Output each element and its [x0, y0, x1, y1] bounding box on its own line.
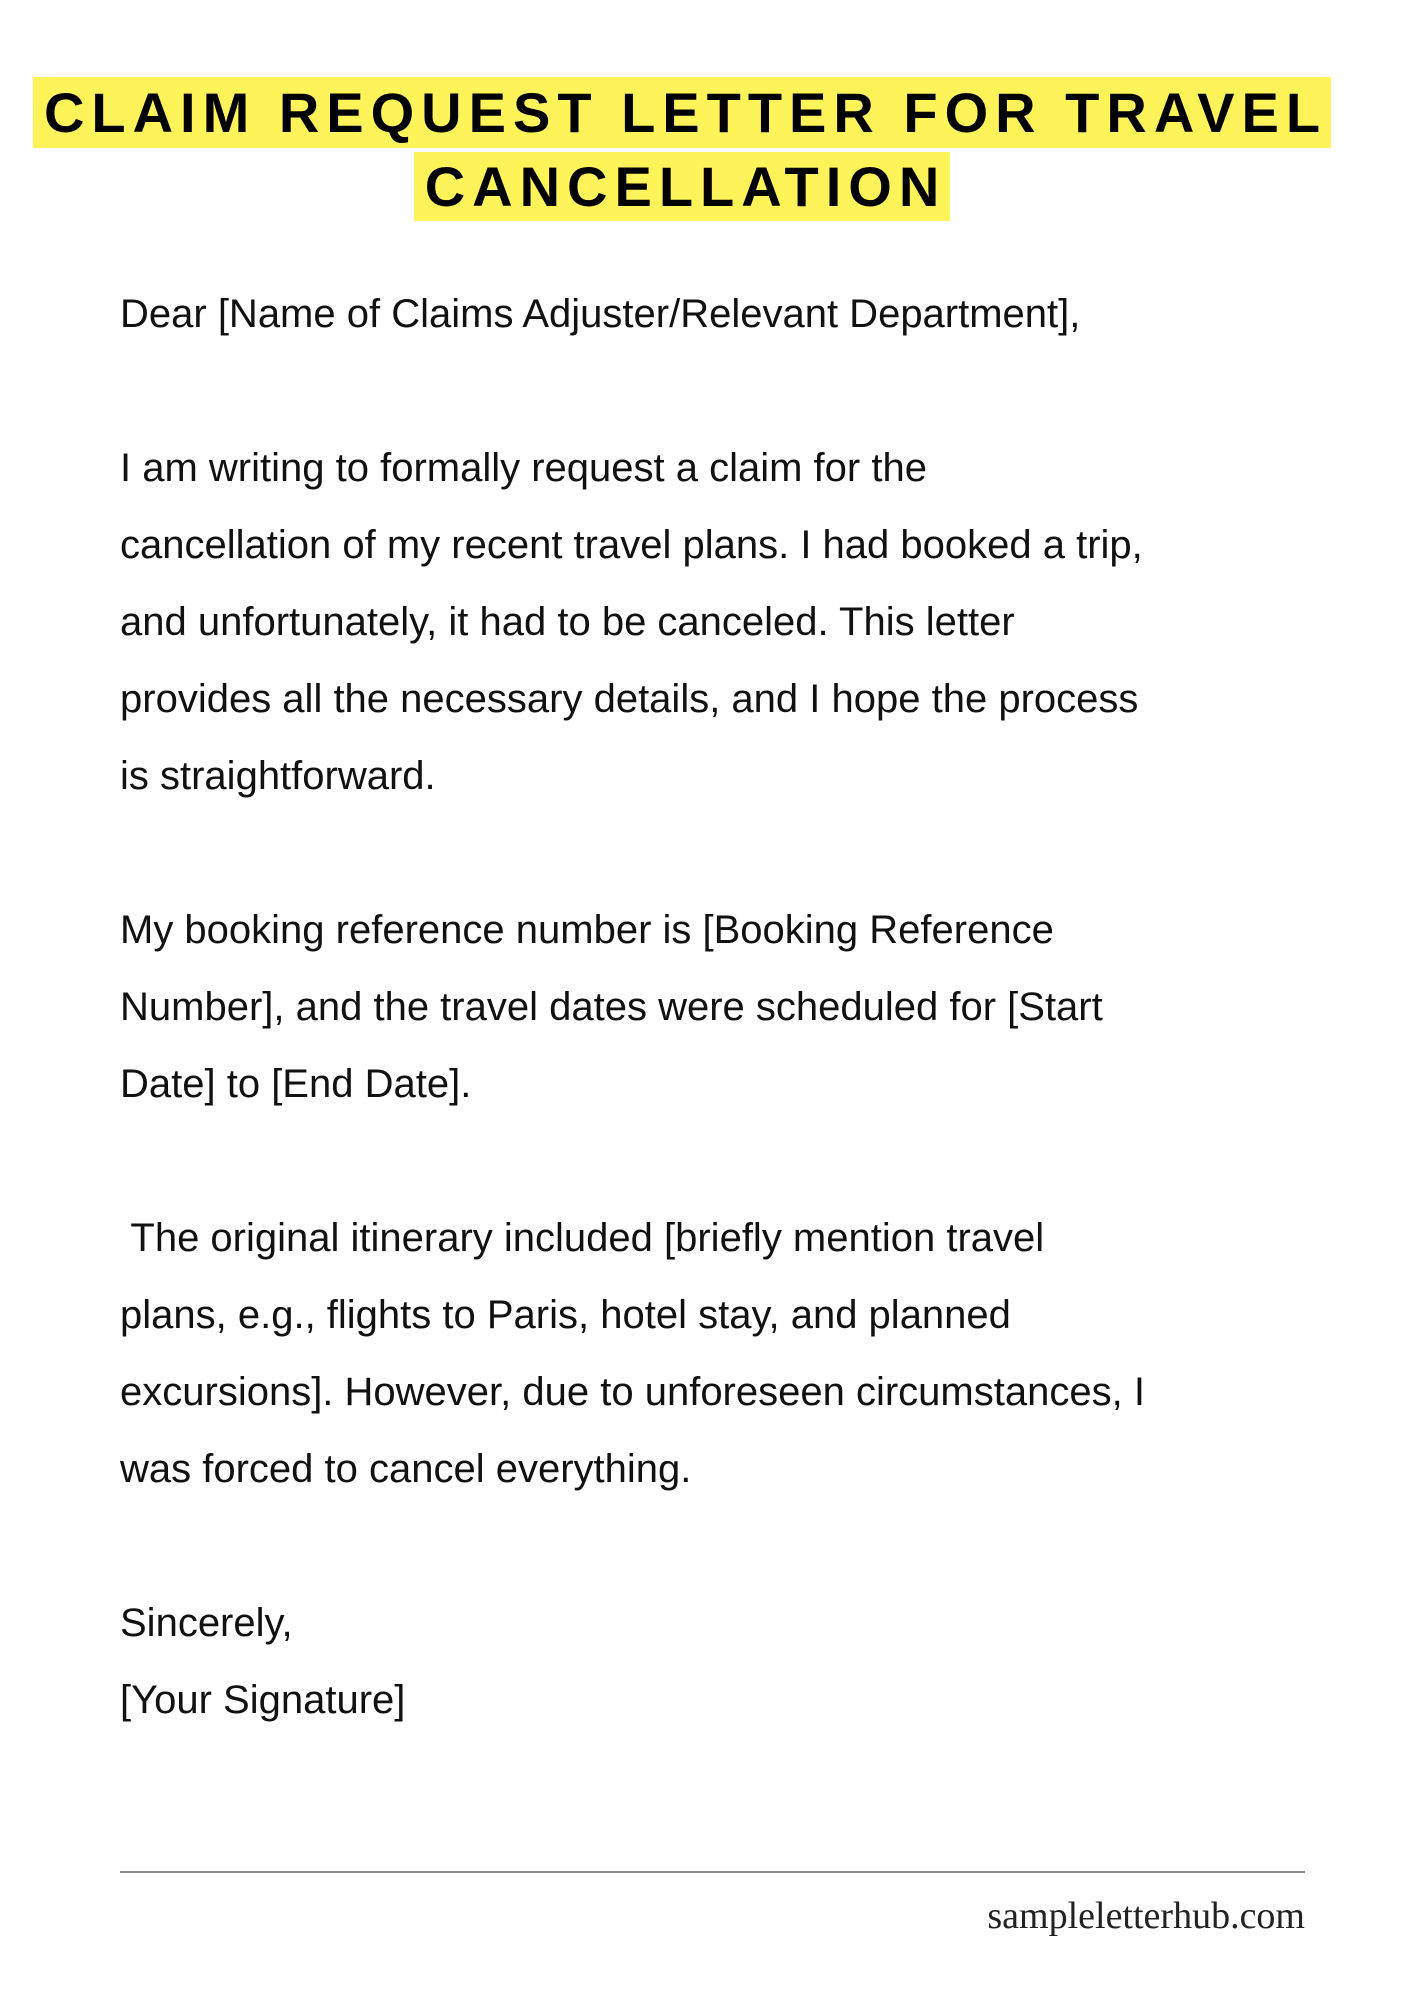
- body-paragraph-1: [120, 430, 1390, 815]
- letter-body: [120, 276, 1390, 1739]
- title-row-2: [0, 152, 1364, 221]
- paragraph-line: provides all the necessary details, and I hope the process: [120, 677, 1139, 721]
- paragraph-line: My booking reference number is [Booking Reference: [120, 908, 1054, 952]
- paragraph-line: and unfortunately, it had to be canceled. This letter: [120, 600, 1015, 644]
- paragraph-line: Number], and the travel dates were scheduled for [Start: [120, 985, 1103, 1029]
- closing: Sincerely,: [120, 1601, 293, 1645]
- title-line-highlighted: CLAIM REQUEST LETTER FOR TRAVEL: [33, 77, 1331, 148]
- paragraph-line: was forced to cancel everything.: [120, 1447, 692, 1491]
- paragraph-line: I am writing to formally request a claim for the: [120, 446, 927, 490]
- signature-placeholder: [Your Signature]: [120, 1678, 406, 1722]
- paragraph-line: cancellation of my recent travel plans. I had booked a trip,: [120, 523, 1143, 567]
- paragraph-line: Date] to [End Date].: [120, 1062, 472, 1106]
- paragraph-line: excursions]. However, due to unforeseen circumstances, I: [120, 1370, 1145, 1414]
- paragraph-line: plans, e.g., flights to Paris, hotel stay, and planned: [120, 1293, 1011, 1337]
- letter-title: [0, 77, 1364, 221]
- website-url: sampleletterhub.com: [987, 1895, 1305, 1937]
- title-row-1: [0, 77, 1364, 148]
- footer-divider: [120, 1871, 1305, 1873]
- closing-block: [120, 1585, 1390, 1739]
- body-paragraph-3: [120, 1200, 1390, 1508]
- paragraph-line: is straightforward.: [120, 754, 436, 798]
- body-paragraph-2: [120, 892, 1390, 1123]
- title-line-highlighted: CANCELLATION: [414, 152, 951, 221]
- salutation: Dear [Name of Claims Adjuster/Relevant Department],: [120, 292, 1081, 336]
- paragraph-line: The original itinerary included [briefly mention travel: [120, 1216, 1045, 1260]
- salutation-block: [120, 276, 1390, 353]
